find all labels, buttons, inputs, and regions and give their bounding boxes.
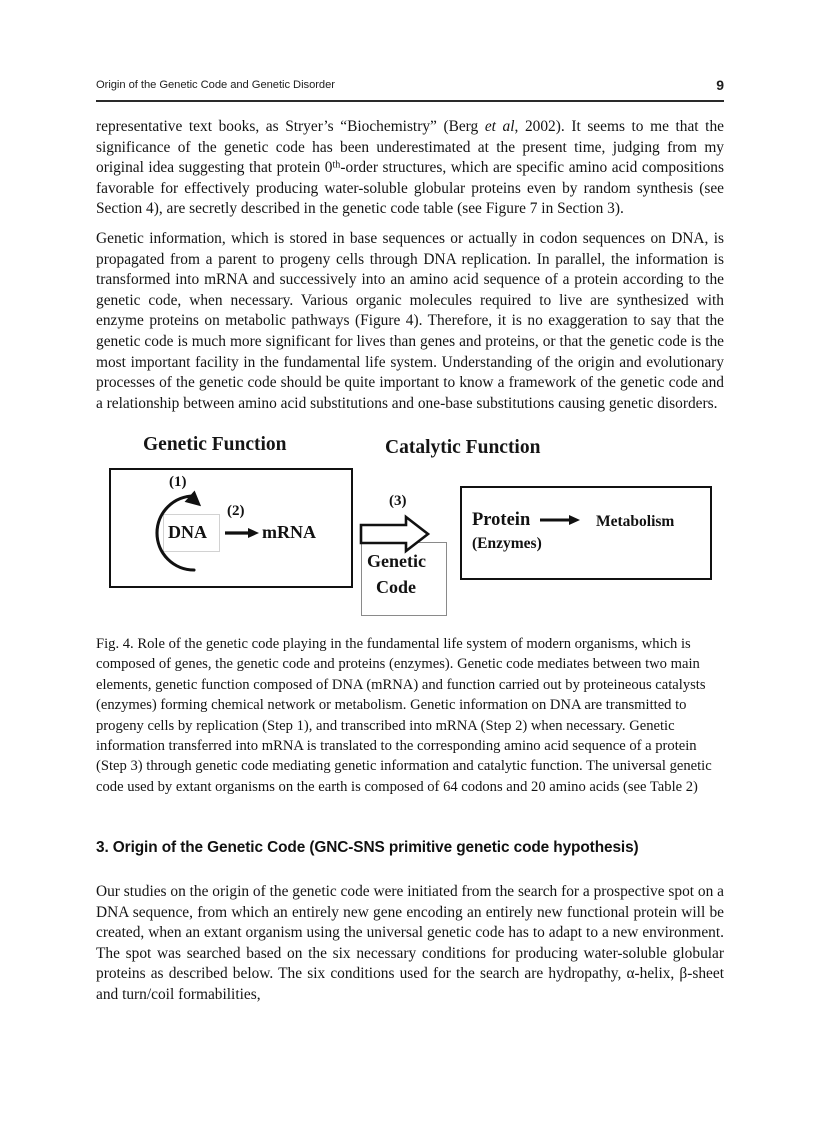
p1-part-b: , 2002). It seems to me that the significance of the genetic code has been underestimated at the present time, judging from my original idea suggesting that protein 0 xyxy=(96,118,724,177)
paragraph-1 xyxy=(96,117,724,220)
mrna-label: mRNA xyxy=(262,522,316,542)
paragraph-3: Our studies on the origin of the genetic code were initiated from the search for a prospective spot on a DNA sequence, from which an entirely new gene encoding an entirely new functional protein will be created, when an extant organism using the universal genetic code has to adapt to a new environment. The spot was searched based on the six necessary conditions for producing water-soluble globular proteins as described below. The six conditions used for the search are hydropathy, α-helix, β-sheet and turn/coil formabilities, xyxy=(96,883,724,1003)
figure-4-diagram xyxy=(96,425,724,625)
p1-citation-italic: et al xyxy=(484,118,515,135)
protein-label: Protein xyxy=(472,510,531,530)
p1-ordinal-superscript: th xyxy=(332,159,341,171)
header-divider-rule xyxy=(96,100,724,102)
dna-label: DNA xyxy=(168,522,207,542)
p1-part-a: representative text books, as Stryer’s “Biochemistry” (Berg xyxy=(96,118,485,135)
p1-part-c: -order structures, which are specific amino acid compositions favorable for effectively producing water-soluble globular proteins even by random synthesis (see Section 4), are secretly described in the genetic code table (see Figure 7 in Section 3). xyxy=(96,159,724,218)
metabolism-label: Metabolism xyxy=(596,513,675,530)
genetic-code-label-line2: Code xyxy=(376,577,416,597)
paragraph-block-3 xyxy=(96,882,724,1006)
step-1-label: (1) xyxy=(169,474,187,490)
genetic-code-label-line1: Genetic xyxy=(367,551,426,571)
paragraph-block-2 xyxy=(96,229,724,414)
paragraph-block-1 xyxy=(96,117,724,220)
step-2-label: (2) xyxy=(227,503,245,519)
figure-caption-block xyxy=(96,634,724,797)
enzymes-label: (Enzymes) xyxy=(472,535,542,552)
figure-caption-text: Fig. 4. Role of the genetic code playing in the fundamental life system of modern organisms, which is composed of genes, the genetic code and proteins (enzymes). Genetic code mediates between two main elements, genetic function composed of DNA (mRNA) and function carried out by proteineous catalysts (enzymes) forming chemical network or metabolism. Genetic information on DNA are transmitted to progeny cells by replication (Step 1), and transcribed into mRNA (Step 2) when necessary. Genetic information transferred into mRNA is translated to the corresponding amino acid sequence of a protein (Step 3) through genetic code mediating genetic information and catalytic function. The universal genetic code used by extant organisms on the earth is composed of 64 codons and 20 amino acids (see Table 2) xyxy=(96,636,712,795)
transcription-arrow xyxy=(225,528,259,538)
section-heading-block xyxy=(96,839,724,857)
paragraph-2: Genetic information, which is stored in base sequences or actually in codon sequences on DNA, is propagated from a parent to progeny cells through DNA replication. In parallel, the information is transformed into mRNA and successively into an amino acid sequence of a protein according to the genetic code, when necessary. Various organic molecules required to live are synthesized with enzyme proteins on metabolic pathways (Figure 4). Therefore, it is no exaggeration to say that the genetic code is much more significant for lives than genes and proteins, or that the genetic code is the most important facility in the fundamental life system. Understanding of the origin and evolutionary processes of the genetic code should be quite important to know a framework of the genetic code and a relationship between amino acid substitutions and one-base substitutions causing genetic disorders. xyxy=(96,230,724,412)
figure-heading-catalytic-function: Catalytic Function xyxy=(385,437,541,458)
step-3-label: (3) xyxy=(389,493,407,509)
page-number: 9 xyxy=(716,77,724,93)
metabolism-arrow xyxy=(540,515,580,525)
translation-block-arrow xyxy=(361,517,428,551)
figure-heading-genetic-function: Genetic Function xyxy=(143,434,287,455)
running-header-title: Origin of the Genetic Code and Genetic Disorder xyxy=(96,79,335,91)
section-3-heading: 3. Origin of the Genetic Code (GNC-SNS primitive genetic code hypothesis) xyxy=(96,839,639,856)
